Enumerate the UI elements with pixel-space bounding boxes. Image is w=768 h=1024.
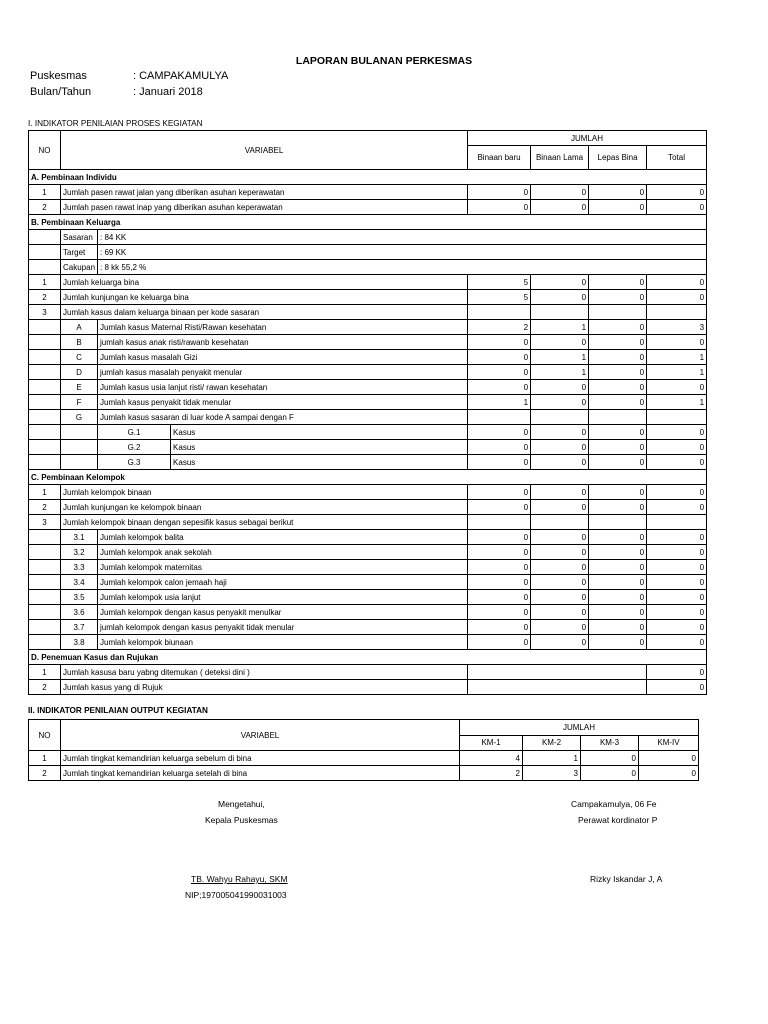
- header-variabel: VARIABEL: [61, 131, 468, 170]
- table-row: [29, 530, 707, 545]
- row-value: 1: [531, 365, 589, 380]
- row-value: 0: [531, 545, 589, 560]
- row-value: 0: [531, 335, 589, 350]
- info-label: Cakupan: [61, 260, 98, 275]
- row-value: 0: [468, 185, 531, 200]
- row-value: 0: [589, 290, 647, 305]
- info-row: [29, 230, 707, 245]
- row-value: 0: [531, 605, 589, 620]
- table-row: [29, 410, 707, 425]
- table-row: [29, 635, 707, 650]
- row-label: Jumlah kelompok anak sekolah: [98, 545, 468, 560]
- row-value: 0: [589, 275, 647, 290]
- row-total: 0: [647, 665, 707, 680]
- row-value: 0: [647, 380, 707, 395]
- info-label: Target: [61, 245, 98, 260]
- row-label: Jumlah kelompok binaan: [61, 485, 468, 500]
- sig-right-name: Rizky Iskandar J, A: [590, 874, 663, 884]
- row-code: C: [61, 350, 98, 365]
- row-value: 1: [647, 350, 707, 365]
- row-label: Jumlah kelompok usia lanjut: [98, 590, 468, 605]
- row-code: G: [61, 410, 98, 425]
- header-col: Binaan Lama: [531, 146, 589, 170]
- row-no: 2: [29, 766, 61, 781]
- row-value: 0: [468, 575, 531, 590]
- row-value: 0: [531, 290, 589, 305]
- row-code: D: [61, 365, 98, 380]
- section1-title: I. INDIKATOR PENILAIAN PROSES KEGIATAN: [28, 119, 203, 128]
- row-label: Jumlah kelompok balita: [98, 530, 468, 545]
- table-row: [29, 365, 707, 380]
- row-value: 0: [647, 425, 707, 440]
- table-row: [29, 320, 707, 335]
- table-row: [29, 665, 707, 680]
- section2-title: II. INDIKATOR PENILAIAN OUTPUT KEGIATAN: [28, 706, 208, 715]
- row-value: 0: [531, 455, 589, 470]
- row-value: 0: [531, 275, 589, 290]
- row-label: Jumlah kasus Maternal Risti/Rawan kesehatan: [98, 320, 468, 335]
- row-value: 0: [589, 335, 647, 350]
- row-label: Jumlah kunjungan ke kelompok binaan: [61, 500, 468, 515]
- row-no: 1: [29, 665, 61, 680]
- row-value: 4: [460, 751, 523, 766]
- row-value: 0: [589, 425, 647, 440]
- table-row: [29, 200, 707, 215]
- row-value: 0: [647, 545, 707, 560]
- row-label: Jumlah tingkat kemandirian keluarga sebelum di bina: [61, 751, 460, 766]
- puskesmas-label: Puskesmas: [30, 70, 87, 82]
- row-value: 0: [531, 590, 589, 605]
- row-value: 0: [589, 590, 647, 605]
- row-code: G.1: [98, 425, 171, 440]
- row-no: 1: [29, 751, 61, 766]
- row-value: 0: [589, 605, 647, 620]
- row-value: 0: [589, 365, 647, 380]
- info-row: [29, 245, 707, 260]
- row-no: 2: [29, 200, 61, 215]
- row-value: 0: [468, 530, 531, 545]
- row-code: 3.7: [61, 620, 98, 635]
- row-label: Jumlah pasen rawat inap yang diberikan asuhan keperawatan: [61, 200, 468, 215]
- row-value: 0: [589, 635, 647, 650]
- puskesmas-value: : CAMPAKAMULYA: [133, 70, 229, 82]
- row-value: 2: [460, 766, 523, 781]
- row-value: 1: [531, 320, 589, 335]
- row-value: 0: [468, 335, 531, 350]
- row-no: 2: [29, 290, 61, 305]
- row-total: 0: [647, 680, 707, 695]
- row-value: 0: [647, 290, 707, 305]
- row-value: 0: [589, 350, 647, 365]
- header-no: NO: [29, 131, 61, 170]
- row-label: Jumlah kelompok binaan dengan sepesifik kasus sebagai berikut: [61, 515, 468, 530]
- row-value: 0: [647, 275, 707, 290]
- row-value: 0: [531, 185, 589, 200]
- row-value: 0: [589, 485, 647, 500]
- row-value: 0: [589, 545, 647, 560]
- header-jumlah: JUMLAH: [468, 131, 707, 146]
- row-value: 0: [581, 751, 639, 766]
- header-col: KM-IV: [639, 735, 699, 751]
- table-row: [29, 305, 707, 320]
- row-code: G.2: [98, 440, 171, 455]
- row-value: 0: [589, 395, 647, 410]
- table-row: [29, 440, 707, 455]
- row-code: 3.2: [61, 545, 98, 560]
- row-code: 3.3: [61, 560, 98, 575]
- row-value: 0: [589, 530, 647, 545]
- row-label: Kasus: [171, 425, 468, 440]
- row-label: Jumlah kelompok dengan kasus penyakit menulkar: [98, 605, 468, 620]
- table-row: [29, 515, 707, 530]
- row-value: 0: [589, 440, 647, 455]
- row-no: 3: [29, 305, 61, 320]
- row-label: jumlah kelompok dengan kasus penyakit tidak menular: [98, 620, 468, 635]
- table-row: [29, 350, 707, 365]
- table-row: [29, 575, 707, 590]
- table-row: [29, 500, 707, 515]
- table-row: [29, 455, 707, 470]
- header-col: KM-3: [581, 735, 639, 751]
- row-code: G.3: [98, 455, 171, 470]
- row-value: 0: [468, 500, 531, 515]
- row-value: 0: [589, 560, 647, 575]
- row-code: 3.5: [61, 590, 98, 605]
- row-value: 0: [647, 575, 707, 590]
- header-col: KM-1: [460, 735, 523, 751]
- row-value: 0: [531, 635, 589, 650]
- row-no: 2: [29, 500, 61, 515]
- row-value: 0: [468, 455, 531, 470]
- row-value: 0: [647, 530, 707, 545]
- row-value: 1: [468, 395, 531, 410]
- table-row: [29, 590, 707, 605]
- sig-right-line2: Perawat kordinator P: [578, 815, 658, 825]
- row-label: Jumlah kelompok calon jemaah haji: [98, 575, 468, 590]
- row-value: 3: [523, 766, 581, 781]
- row-value: 5: [468, 290, 531, 305]
- table-row: [29, 185, 707, 200]
- row-value: 0: [468, 560, 531, 575]
- row-label: Jumlah keluarga bina: [61, 275, 468, 290]
- row-value: 0: [639, 766, 699, 781]
- row-value: 0: [589, 500, 647, 515]
- sig-left-name: TB. Wahyu Rahayu, SKM: [191, 874, 288, 884]
- row-value: 0: [468, 350, 531, 365]
- row-value: 0: [589, 185, 647, 200]
- sig-right-line1: Campakamulya, 06 Fe: [571, 799, 657, 809]
- row-value: 5: [468, 275, 531, 290]
- row-label: Kasus: [171, 440, 468, 455]
- report-title: LAPORAN BULANAN PERKESMAS: [295, 55, 473, 67]
- row-value: 0: [468, 620, 531, 635]
- row-code: 3.8: [61, 635, 98, 650]
- row-value: 0: [531, 485, 589, 500]
- table-row: [29, 620, 707, 635]
- row-value: 3: [647, 320, 707, 335]
- row-label: Jumlah tingkat kemandirian keluarga setelah di bina: [61, 766, 460, 781]
- row-value: 0: [589, 380, 647, 395]
- table-row: [29, 275, 707, 290]
- row-code: E: [61, 380, 98, 395]
- table-row: [29, 425, 707, 440]
- row-value: 0: [647, 485, 707, 500]
- row-no: 1: [29, 185, 61, 200]
- row-label: Jumlah kasus dalam keluarga binaan per kode sasaran: [61, 305, 468, 320]
- table-row: [29, 380, 707, 395]
- table-row: [29, 545, 707, 560]
- row-value: 0: [589, 320, 647, 335]
- row-value: 0: [468, 425, 531, 440]
- row-label: Jumlah pasen rawat jalan yang diberikan asuhan keperawatan: [61, 185, 468, 200]
- row-value: 0: [531, 395, 589, 410]
- header-col: KM-2: [523, 735, 581, 751]
- info-value: : 8 kk 55,2 %: [98, 260, 707, 275]
- process-table: [28, 130, 707, 695]
- table-row: [29, 751, 699, 766]
- row-label: Jumlah kasusa baru yabng ditemukan ( deteksi dini ): [61, 665, 468, 680]
- row-value: 0: [531, 380, 589, 395]
- row-label: Jumlah kelompok maternitas: [98, 560, 468, 575]
- section-d-title: D. Penemuan Kasus dan Rujukan: [29, 650, 707, 665]
- header-jumlah: JUMLAH: [460, 720, 699, 736]
- row-value: 0: [468, 440, 531, 455]
- row-value: 0: [647, 440, 707, 455]
- row-value: 0: [647, 200, 707, 215]
- header-variabel: VARIABEL: [61, 720, 460, 751]
- row-label: Jumlah kasus penyakit tidak menular: [98, 395, 468, 410]
- row-value: 0: [589, 620, 647, 635]
- row-value: 0: [647, 335, 707, 350]
- header-col: Total: [647, 146, 707, 170]
- row-value: 1: [531, 350, 589, 365]
- row-value: 0: [589, 455, 647, 470]
- row-no: 1: [29, 275, 61, 290]
- table-row: [29, 766, 699, 781]
- row-value: 0: [647, 455, 707, 470]
- row-value: 0: [531, 575, 589, 590]
- row-value: 1: [523, 751, 581, 766]
- row-label: Jumlah kelompok biunaan: [98, 635, 468, 650]
- row-value: 0: [468, 635, 531, 650]
- row-value: 0: [647, 560, 707, 575]
- row-value: 0: [468, 200, 531, 215]
- row-value: 0: [531, 500, 589, 515]
- info-value: : 69 KK: [98, 245, 707, 260]
- row-label: Jumlah kasus yang di Rujuk: [61, 680, 468, 695]
- header-col: Binaan baru: [468, 146, 531, 170]
- table-row: [29, 485, 707, 500]
- row-no: 2: [29, 680, 61, 695]
- row-value: 1: [647, 395, 707, 410]
- row-label: Jumlah kasus masalah Gizi: [98, 350, 468, 365]
- sig-left-nip: NIP;197005041990031003: [185, 890, 287, 900]
- bulan-label: Bulan/Tahun: [30, 86, 92, 98]
- row-value: 0: [647, 590, 707, 605]
- row-code: 3.4: [61, 575, 98, 590]
- info-value: : 84 KK: [98, 230, 707, 245]
- row-value: 0: [647, 635, 707, 650]
- header-col: Lepas Bina: [589, 146, 647, 170]
- row-value: 0: [581, 766, 639, 781]
- row-value: 0: [468, 365, 531, 380]
- row-label: Jumlah kasus usia lanjut risti/ rawan kesehatan: [98, 380, 468, 395]
- row-code: A: [61, 320, 98, 335]
- row-value: 0: [531, 530, 589, 545]
- row-value: 0: [531, 560, 589, 575]
- row-value: 1: [647, 365, 707, 380]
- table-row: [29, 290, 707, 305]
- table-row: [29, 335, 707, 350]
- output-table: [28, 719, 699, 781]
- row-value: 0: [531, 440, 589, 455]
- row-value: 0: [647, 620, 707, 635]
- row-value: 0: [531, 620, 589, 635]
- row-value: 0: [531, 200, 589, 215]
- row-no: 3: [29, 515, 61, 530]
- row-value: 0: [639, 751, 699, 766]
- table-row: [29, 395, 707, 410]
- row-label: Jumlah kasus sasaran di luar kode A sampai dengan F: [98, 410, 468, 425]
- table-row: [29, 560, 707, 575]
- row-value: 0: [647, 605, 707, 620]
- row-code: 3.6: [61, 605, 98, 620]
- sig-left-line2: Kepala Puskesmas: [205, 815, 278, 825]
- section-c-title: C. Pembinaan Kelompok: [29, 470, 707, 485]
- bulan-value: : Januari 2018: [133, 86, 203, 98]
- row-label: Kasus: [171, 455, 468, 470]
- row-code: B: [61, 335, 98, 350]
- row-value: 0: [589, 200, 647, 215]
- row-label: Jumlah kunjungan ke keluarga bina: [61, 290, 468, 305]
- info-label: Sasaran: [61, 230, 98, 245]
- row-value: 0: [468, 545, 531, 560]
- row-no: 1: [29, 485, 61, 500]
- section-a-title: A. Pembinaan Individu: [29, 170, 707, 185]
- row-value: 0: [468, 380, 531, 395]
- row-value: 0: [531, 425, 589, 440]
- row-code: 3.1: [61, 530, 98, 545]
- sig-left-line1: Mengetahui,: [218, 799, 265, 809]
- row-value: 0: [647, 500, 707, 515]
- row-label: jumlah kasus anak risti/rawanb kesehatan: [98, 335, 468, 350]
- row-value: 0: [647, 185, 707, 200]
- row-value: 0: [468, 590, 531, 605]
- row-value: 2: [468, 320, 531, 335]
- section-b-title: B. Pembinaan Keluarga: [29, 215, 707, 230]
- row-value: 0: [468, 485, 531, 500]
- row-value: 0: [468, 605, 531, 620]
- info-row: [29, 260, 707, 275]
- table-row: [29, 605, 707, 620]
- header-no: NO: [29, 720, 61, 751]
- table-row: [29, 680, 707, 695]
- row-code: F: [61, 395, 98, 410]
- row-value: 0: [589, 575, 647, 590]
- row-label: jumlah kasus masalah penyakit menular: [98, 365, 468, 380]
